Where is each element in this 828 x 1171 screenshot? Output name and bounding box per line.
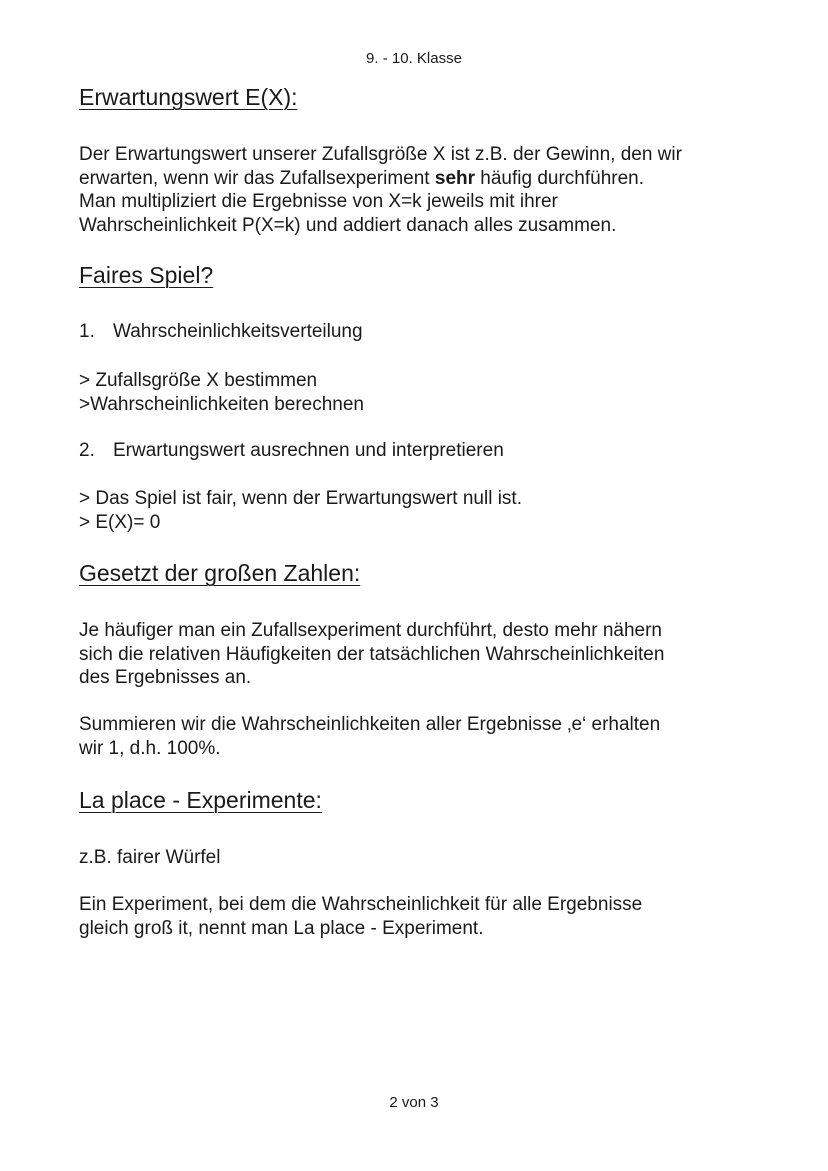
text-line: > Das Spiel ist fair, wenn der Erwartungswert null ist.: [79, 488, 522, 509]
text-line: wir 1, d.h. 100%.: [79, 737, 221, 759]
text-line: >Wahrscheinlichkeiten berechnen: [79, 393, 364, 415]
gesetz-paragraph-2: [79, 713, 660, 760]
text-line: > E(X)= 0: [79, 511, 161, 533]
heading-gesetz-grosse-zahlen: Gesetzt der großen Zahlen:: [79, 560, 361, 586]
text-line: Der Erwartungswert unserer Zufallsgröße X ist z.B. der Gewinn, den wir: [79, 144, 682, 165]
list-text: Wahrscheinlichkeitsverteilung: [113, 321, 363, 342]
text-span: erwarten, wenn wir das Zufallsexperiment: [79, 167, 435, 189]
heading-laplace: La place - Experimente:: [79, 787, 322, 813]
list-text: Erwartungswert ausrechnen und interpretieren: [113, 440, 504, 461]
page-header: 9. - 10. Klasse: [366, 50, 462, 67]
page-number: 2 von 3: [389, 1094, 439, 1111]
text-line: Summieren wir die Wahrscheinlichkeiten aller Ergebnisse ‚e‘ erhalten: [79, 714, 661, 735]
bold-text: sehr: [434, 167, 476, 189]
text-line: > Zufallsgröße X bestimmen: [79, 370, 318, 391]
sub-list: [79, 487, 522, 534]
text-line: Man multipliziert die Ergebnisse von X=k jeweils mit ihrer: [79, 191, 558, 212]
text-line: des Ergebnisses an.: [79, 667, 252, 688]
text-line: sich die relativen Häufigkeiten der tatsächlichen Wahrscheinlichkeiten: [79, 643, 665, 665]
gesetz-paragraph-1: [79, 619, 664, 690]
heading-erwartungswert: Erwartungswert E(X):: [79, 84, 298, 110]
text-span: häufig durchführen.: [475, 167, 645, 189]
heading-faires-spiel: Faires Spiel?: [79, 262, 214, 288]
text-line: [79, 167, 682, 191]
erwartungswert-paragraph: [79, 143, 682, 237]
list-item: [79, 320, 363, 344]
laplace-paragraph: [79, 893, 642, 940]
list-item: [79, 439, 504, 463]
text-line: Ein Experiment, bei dem die Wahrscheinlichkeit für alle Ergebnisse: [79, 894, 643, 915]
sub-list: [79, 369, 364, 416]
text-line: Je häufiger man ein Zufallsexperiment durchführt, desto mehr nähern: [79, 620, 662, 641]
list-number: 2.: [79, 440, 95, 461]
text-line: Wahrscheinlichkeit P(X=k) und addiert danach alles zusammen.: [79, 214, 617, 236]
text-line: gleich groß it, nennt man La place - Experiment.: [79, 917, 484, 939]
list-number: 1.: [79, 321, 95, 342]
laplace-example: z.B. fairer Würfel: [79, 847, 221, 868]
